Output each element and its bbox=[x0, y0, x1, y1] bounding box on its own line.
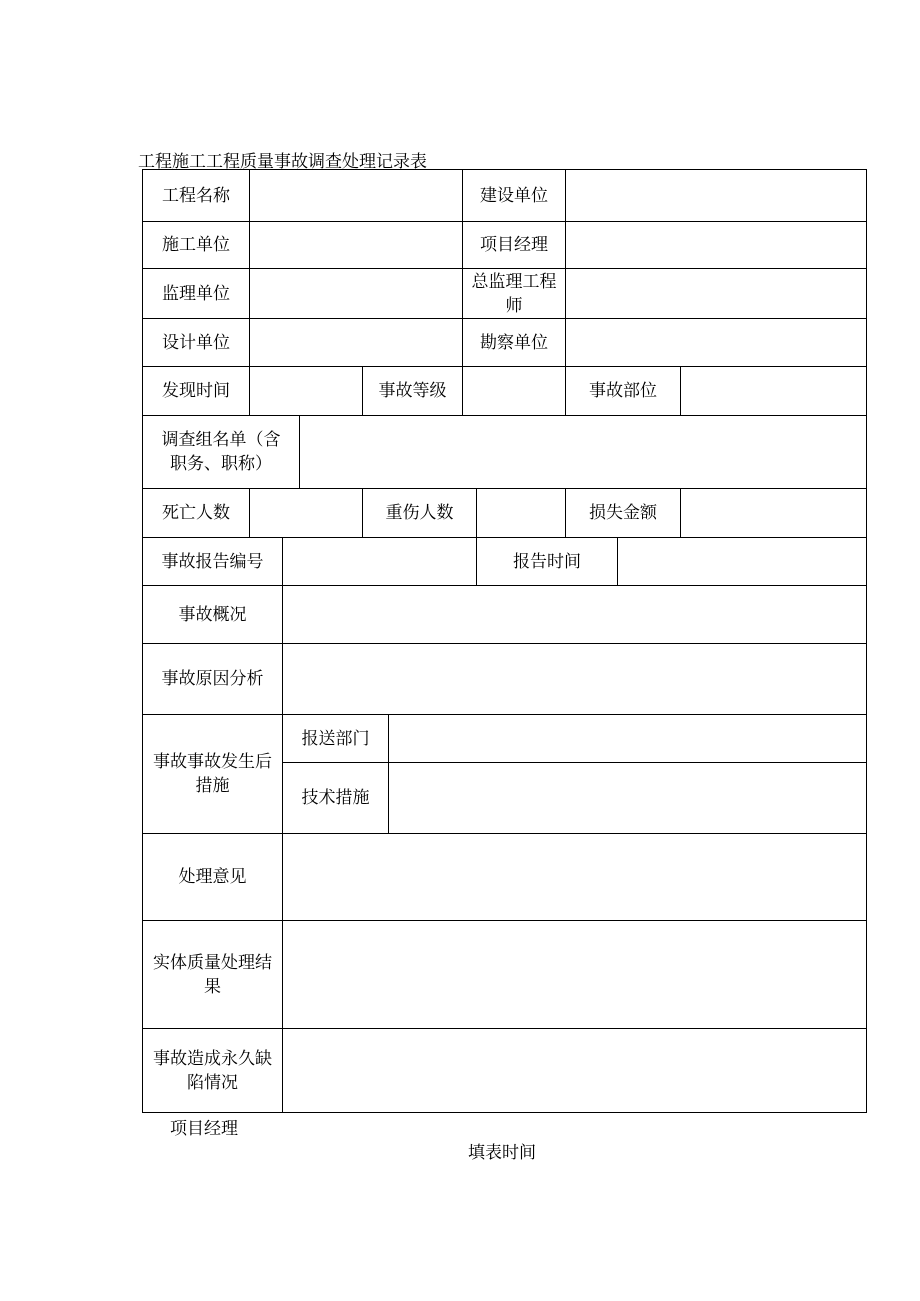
form-title: 工程施工工程质量事故调查处理记录表 bbox=[138, 152, 427, 172]
label-project-manager: 项目经理 bbox=[462, 221, 566, 269]
field-tech-measures[interactable] bbox=[388, 762, 867, 834]
label-construct-unit: 施工单位 bbox=[142, 221, 250, 269]
field-loss-amount[interactable] bbox=[680, 488, 867, 538]
label-report-dept: 报送部门 bbox=[282, 714, 389, 763]
label-supervise-unit: 监理单位 bbox=[142, 268, 250, 319]
label-report-time: 报告时间 bbox=[476, 537, 618, 586]
label-deaths: 死亡人数 bbox=[142, 488, 250, 538]
label-permanent-defect: 事故造成永久缺陷情况 bbox=[142, 1028, 283, 1113]
footer-project-manager: 项目经理 bbox=[170, 1119, 238, 1139]
field-accident-level[interactable] bbox=[462, 366, 566, 416]
label-discover-time: 发现时间 bbox=[142, 366, 250, 416]
field-report-dept[interactable] bbox=[388, 714, 867, 763]
label-tech-measures: 技术措施 bbox=[282, 762, 389, 834]
field-chief-supervisor[interactable] bbox=[565, 268, 867, 319]
field-design-unit[interactable] bbox=[249, 318, 463, 367]
label-accident-location: 事故部位 bbox=[565, 366, 681, 416]
field-handling-opinion[interactable] bbox=[282, 833, 867, 921]
label-loss-amount: 损失金额 bbox=[565, 488, 681, 538]
field-discover-time[interactable] bbox=[249, 366, 363, 416]
field-entity-quality-result[interactable] bbox=[282, 920, 867, 1029]
field-serious-injuries[interactable] bbox=[476, 488, 566, 538]
field-report-time[interactable] bbox=[617, 537, 867, 586]
label-design-unit: 设计单位 bbox=[142, 318, 250, 367]
field-build-unit[interactable] bbox=[565, 169, 867, 222]
label-post-measures: 事故事故发生后措施 bbox=[142, 714, 283, 834]
field-permanent-defect[interactable] bbox=[282, 1028, 867, 1113]
field-cause-analysis[interactable] bbox=[282, 643, 867, 715]
label-cause-analysis: 事故原因分析 bbox=[142, 643, 283, 715]
label-build-unit: 建设单位 bbox=[462, 169, 566, 222]
label-report-number: 事故报告编号 bbox=[142, 537, 283, 586]
field-project-name[interactable] bbox=[249, 169, 463, 222]
field-report-number[interactable] bbox=[282, 537, 477, 586]
label-overview: 事故概况 bbox=[142, 585, 283, 644]
field-deaths[interactable] bbox=[249, 488, 363, 538]
footer-fill-time: 填表时间 bbox=[468, 1143, 536, 1163]
label-handling-opinion: 处理意见 bbox=[142, 833, 283, 921]
label-entity-quality-result: 实体质量处理结果 bbox=[142, 920, 283, 1029]
field-overview[interactable] bbox=[282, 585, 867, 644]
label-chief-supervisor: 总监理工程师 bbox=[462, 268, 566, 319]
label-survey-unit: 勘察单位 bbox=[462, 318, 566, 367]
field-project-manager[interactable] bbox=[565, 221, 867, 269]
label-investigation-team: 调查组名单（含职务、职称） bbox=[142, 415, 300, 489]
field-supervise-unit[interactable] bbox=[249, 268, 463, 319]
field-accident-location[interactable] bbox=[680, 366, 867, 416]
field-survey-unit[interactable] bbox=[565, 318, 867, 367]
label-accident-level: 事故等级 bbox=[362, 366, 463, 416]
field-investigation-team[interactable] bbox=[299, 415, 867, 489]
label-project-name: 工程名称 bbox=[142, 169, 250, 222]
label-serious-injuries: 重伤人数 bbox=[362, 488, 477, 538]
field-construct-unit[interactable] bbox=[249, 221, 463, 269]
